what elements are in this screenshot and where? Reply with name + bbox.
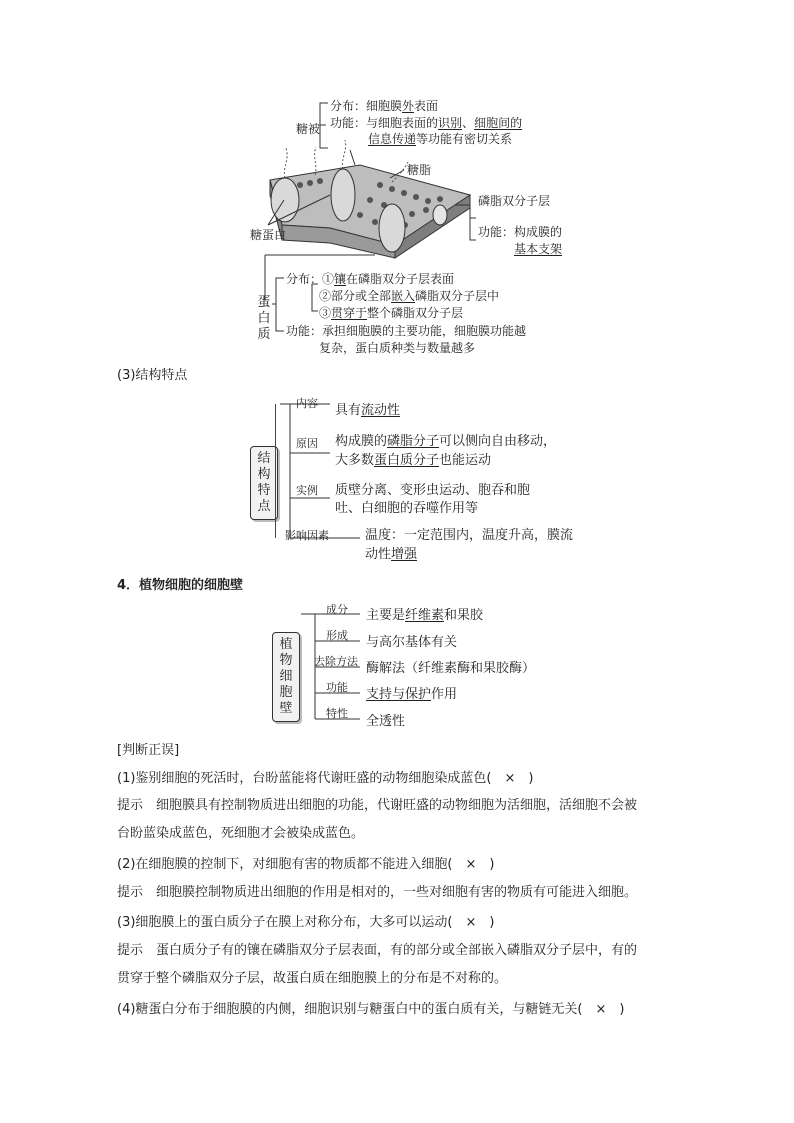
judge-hint-3-line1: 提示 蛋白质分子有的镶在磷脂双分子层表面，有的部分或全部嵌入磷脂双分子层中，有的 — [117, 943, 638, 958]
structure-branch-example-label: 实例 — [296, 484, 318, 497]
structure-heading: (3)结构特点 — [117, 368, 188, 383]
protein-function-line2: 复杂，蛋白质种类与数量越多 — [319, 341, 476, 355]
tangbei-distribution: 分布：细胞膜外表面 — [330, 99, 439, 113]
wall-branch-property-text: 全透性 — [366, 714, 406, 729]
judge-hint-3-line2: 贯穿于整个磷脂双分子层，故蛋白质在细胞膜上的分布是不对称的。 — [117, 971, 508, 986]
structure-branch-example-line1: 质壁分离、变形虫运动、胞吞和胞 — [335, 483, 531, 498]
judge-hint-1-line2: 台盼蓝染成蓝色，死细胞才会被染成蓝色。 — [117, 826, 365, 841]
wall-branch-removal-label: 去除方法 — [314, 655, 358, 668]
structure-branch-content-label: 内容 — [296, 397, 318, 410]
structure-branch-reason-line2: 大多数蛋白质分子也能运动 — [335, 453, 492, 468]
structure-branch-factor-line2: 动性增强 — [365, 547, 418, 562]
protein-function-line1: 功能：承担细胞膜的主要功能，细胞膜功能越 — [286, 324, 527, 338]
wall-branch-composition-label: 成分 — [326, 603, 348, 616]
protein-distribution-2: ②部分或全部嵌入磷脂双分子层中 — [319, 289, 500, 303]
wall-branch-composition-text: 主要是纤维素和果胶 — [366, 608, 484, 623]
judge-question-4: (4)糖蛋白分布于细胞膜的内侧，细胞识别与糖蛋白中的蛋白质有关，与糖链无关( × ) — [117, 1002, 625, 1017]
judge-question-2: (2)在细胞膜的控制下，对细胞有害的物质都不能进入细胞( × ) — [117, 857, 495, 872]
protein-label: 蛋白质 — [257, 295, 271, 342]
wall-heading: 4．植物细胞的细胞壁 — [117, 578, 244, 593]
bilayer-function-line1: 功能：构成膜的 — [478, 225, 563, 239]
tangzhi-label: 糖脂 — [407, 163, 432, 177]
tangbei-label: 糖被 — [296, 122, 321, 136]
structure-branch-content-text: 具有流动性 — [335, 403, 401, 418]
judge-hint-2-line1: 提示 细胞膜控制物质进出细胞的作用是相对的，一些对细胞有害的物质有可能进入细胞。 — [117, 885, 638, 900]
tangbei-function-line1: 功能：与细胞表面的识别、细胞间的 — [330, 116, 523, 130]
structure-branch-example-line2: 吐、白细胞的吞噬作用等 — [335, 501, 479, 516]
tangbei-function-line2: 信息传递等功能有密切关系 — [368, 132, 513, 146]
structure-branch-factor-label: 影响因素 — [285, 529, 329, 542]
wall-branch-function-text: 支持与保护作用 — [366, 687, 458, 702]
structure-branch-reason-label: 原因 — [296, 437, 318, 450]
protein-distribution-1: 分布：①镶在磷脂双分子层表面 — [286, 272, 455, 286]
wall-branch-formation-text: 与高尔基体有关 — [366, 635, 458, 650]
structure-branch-reason-line1: 构成膜的磷脂分子可以侧向自由移动， — [335, 434, 557, 449]
bilayer-function-line2: 基本支架 — [514, 242, 563, 256]
bilayer-label: 磷脂双分子层 — [478, 194, 551, 208]
judge-heading: [判断正误] — [117, 743, 180, 758]
structure-branch-factor-line1: 温度：一定范围内，温度升高，膜流 — [365, 528, 574, 543]
wall-branch-property-label: 特性 — [326, 707, 348, 720]
wall-branch-function-label: 功能 — [326, 681, 348, 694]
judge-hint-1-line1: 提示 细胞膜具有控制物质进出细胞的功能，代谢旺盛的动物细胞为活细胞，活细胞不会被 — [117, 798, 638, 813]
protein-distribution-3: ③贯穿于整个磷脂双分子层 — [319, 306, 464, 320]
wall-branch-removal-text: 酶解法（纤维素酶和果胶酶） — [366, 661, 536, 676]
wall-box: 植物细胞壁 — [272, 632, 300, 722]
structure-spine — [275, 404, 276, 538]
judge-question-3: (3)细胞膜上的蛋白质分子在膜上对称分布，大多可以运动( × ) — [117, 915, 495, 930]
structure-box: 结构特点 — [250, 446, 278, 520]
wall-branch-formation-label: 形成 — [326, 629, 348, 642]
judge-question-1: (1)鉴别细胞的死活时，台盼蓝能将代谢旺盛的动物细胞染成蓝色( × ) — [117, 771, 534, 786]
tangdanbai-label: 糖蛋白 — [250, 228, 287, 242]
